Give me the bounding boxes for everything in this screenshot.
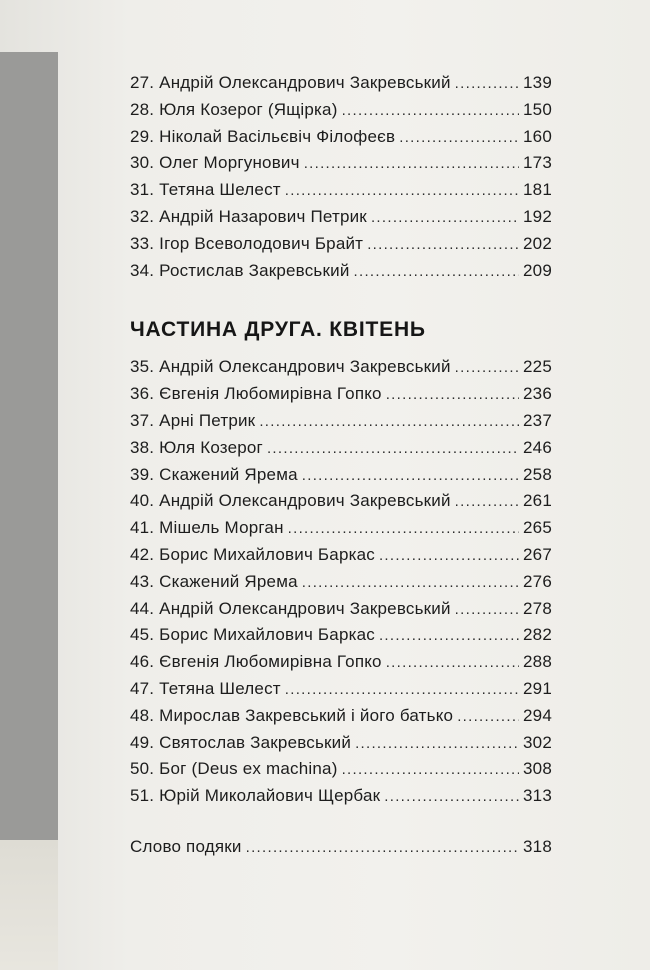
toc-entry-title: 49. Святослав Закревський bbox=[130, 732, 352, 752]
dot-leader bbox=[302, 463, 519, 490]
dot-leader bbox=[367, 232, 519, 259]
dot-leader bbox=[246, 835, 519, 862]
toc-entry[interactable] bbox=[130, 756, 552, 783]
toc-entry-title: 30. Олег Моргунович bbox=[130, 153, 300, 173]
dot-leader bbox=[384, 784, 519, 811]
toc-entry-page: 173 bbox=[523, 153, 552, 173]
dot-leader bbox=[379, 623, 519, 650]
dot-leader bbox=[302, 570, 519, 597]
dot-leader bbox=[354, 259, 520, 286]
dot-leader bbox=[285, 178, 519, 205]
dot-leader bbox=[342, 757, 519, 784]
dot-leader bbox=[371, 205, 519, 232]
section-heading: ЧАСТИНА ДРУГА. КВІТЕНЬ bbox=[130, 318, 426, 342]
toc-entry-title: 39. Скажений Ярема bbox=[130, 464, 298, 484]
toc-entry-title: 37. Арні Петрик bbox=[130, 410, 256, 430]
toc-entry[interactable] bbox=[130, 435, 552, 462]
toc-entry[interactable] bbox=[130, 177, 552, 204]
toc-entry-title: 38. Юля Козерог bbox=[130, 437, 263, 457]
toc-entry[interactable] bbox=[130, 596, 552, 623]
toc-entry[interactable] bbox=[130, 622, 552, 649]
toc-entry-page: 236 bbox=[523, 384, 552, 404]
toc-entry-title: 45. Борис Михайлович Баркас bbox=[130, 625, 375, 645]
toc-entry-title: 36. Євгенія Любомирівна Гопко bbox=[130, 384, 382, 404]
toc-entry-page: 276 bbox=[523, 571, 552, 591]
dot-leader bbox=[285, 677, 519, 704]
toc-entry-page: 225 bbox=[523, 357, 552, 377]
toc-entry-title: 29. Ніколай Васільєвіч Філофеєв bbox=[130, 126, 396, 146]
toc-entry[interactable] bbox=[130, 649, 552, 676]
dot-leader bbox=[386, 650, 519, 677]
toc-entry-page: 246 bbox=[523, 437, 552, 457]
toc-entry-page: 302 bbox=[523, 732, 552, 752]
dot-leader bbox=[455, 597, 519, 624]
toc-entry-title: Слово подяки bbox=[130, 836, 242, 856]
toc-entry-title: 43. Скажений Ярема bbox=[130, 571, 298, 591]
gutter-edge bbox=[0, 840, 58, 970]
toc-entry-page: 282 bbox=[523, 625, 552, 645]
toc-part-one-list bbox=[130, 70, 552, 284]
toc-entry[interactable] bbox=[130, 408, 552, 435]
table-of-contents bbox=[130, 70, 552, 861]
toc-entry-page: 237 bbox=[523, 410, 552, 430]
toc-entry-title: 40. Андрій Олександрович Закревський bbox=[130, 491, 451, 511]
toc-entry-page: 294 bbox=[523, 705, 552, 725]
toc-entry-acknowledgements[interactable] bbox=[130, 834, 552, 861]
dot-leader bbox=[386, 382, 519, 409]
toc-entry[interactable] bbox=[130, 730, 552, 757]
toc-entry[interactable] bbox=[130, 515, 552, 542]
toc-entry[interactable] bbox=[130, 542, 552, 569]
toc-entry-page: 192 bbox=[523, 206, 552, 226]
toc-entry-title: 35. Андрій Олександрович Закревський bbox=[130, 357, 451, 377]
toc-entry[interactable] bbox=[130, 783, 552, 810]
toc-entry[interactable] bbox=[130, 124, 552, 151]
toc-entry[interactable] bbox=[130, 488, 552, 515]
gutter-shadow bbox=[0, 52, 58, 840]
dot-leader bbox=[455, 71, 519, 98]
dot-leader bbox=[455, 355, 519, 382]
toc-entry-page: 313 bbox=[523, 786, 552, 806]
toc-entry-page: 181 bbox=[523, 180, 552, 200]
toc-entry[interactable] bbox=[130, 150, 552, 177]
toc-entry-page: 288 bbox=[523, 652, 552, 672]
toc-entry-title: 44. Андрій Олександрович Закревський bbox=[130, 598, 451, 618]
dot-leader bbox=[304, 151, 519, 178]
toc-entry-page: 278 bbox=[523, 598, 552, 618]
toc-entry-title: 48. Мирослав Закревський і його батько bbox=[130, 705, 454, 725]
toc-entry-title: 50. Бог (Deus ex machina) bbox=[130, 759, 338, 779]
dot-leader bbox=[288, 516, 519, 543]
toc-entry[interactable] bbox=[130, 676, 552, 703]
toc-entry-title: 42. Борис Михайлович Баркас bbox=[130, 544, 375, 564]
toc-entry-title: 31. Тетяна Шелест bbox=[130, 180, 281, 200]
toc-entry-page: 308 bbox=[523, 759, 552, 779]
dot-leader bbox=[267, 436, 519, 463]
toc-entry-page: 139 bbox=[523, 73, 552, 92]
toc-entry-page: 209 bbox=[523, 260, 552, 280]
toc-entry-title: 27. Андрій Олександрович Закревський bbox=[130, 73, 451, 92]
dot-leader bbox=[399, 125, 519, 152]
toc-entry-page: 318 bbox=[523, 836, 552, 856]
spacer bbox=[130, 810, 552, 834]
dot-leader bbox=[259, 409, 519, 436]
toc-entry[interactable] bbox=[130, 258, 552, 285]
toc-entry[interactable] bbox=[130, 231, 552, 258]
toc-entry-title: 33. Ігор Всеволодович Брайт bbox=[130, 233, 364, 253]
toc-entry-title: 28. Юля Козерог (Ящірка) bbox=[130, 99, 338, 119]
toc-entry[interactable] bbox=[130, 381, 552, 408]
toc-entry-page: 202 bbox=[523, 233, 552, 253]
toc-entry-page: 160 bbox=[523, 126, 552, 146]
dot-leader bbox=[457, 704, 519, 731]
toc-entry-page: 291 bbox=[523, 678, 552, 698]
toc-entry-title: 41. Мішель Морган bbox=[130, 518, 284, 538]
toc-entry[interactable] bbox=[130, 204, 552, 231]
toc-entry[interactable] bbox=[130, 462, 552, 489]
toc-entry-title: 46. Євгенія Любомирівна Гопко bbox=[130, 652, 382, 672]
toc-entry[interactable] bbox=[130, 569, 552, 596]
toc-entry-page: 267 bbox=[523, 544, 552, 564]
toc-entry[interactable] bbox=[130, 354, 552, 381]
toc-entry-page: 261 bbox=[523, 491, 552, 511]
toc-entry[interactable] bbox=[130, 703, 552, 730]
toc-entry[interactable] bbox=[130, 70, 552, 97]
dot-leader bbox=[355, 731, 519, 758]
toc-entry[interactable] bbox=[130, 97, 552, 124]
toc-entry-page: 150 bbox=[523, 99, 552, 119]
toc-entry-page: 265 bbox=[523, 518, 552, 538]
toc-entry-title: 34. Ростислав Закревський bbox=[130, 260, 350, 280]
toc-part-two-list bbox=[130, 354, 552, 810]
dot-leader bbox=[342, 98, 519, 125]
toc-entry-page: 258 bbox=[523, 464, 552, 484]
toc-entry-title: 47. Тетяна Шелест bbox=[130, 678, 281, 698]
dot-leader bbox=[379, 543, 519, 570]
toc-entry-title: 32. Андрій Назарович Петрик bbox=[130, 206, 367, 226]
dot-leader bbox=[455, 489, 519, 516]
toc-entry-title: 51. Юрій Миколайович Щербак bbox=[130, 786, 381, 806]
